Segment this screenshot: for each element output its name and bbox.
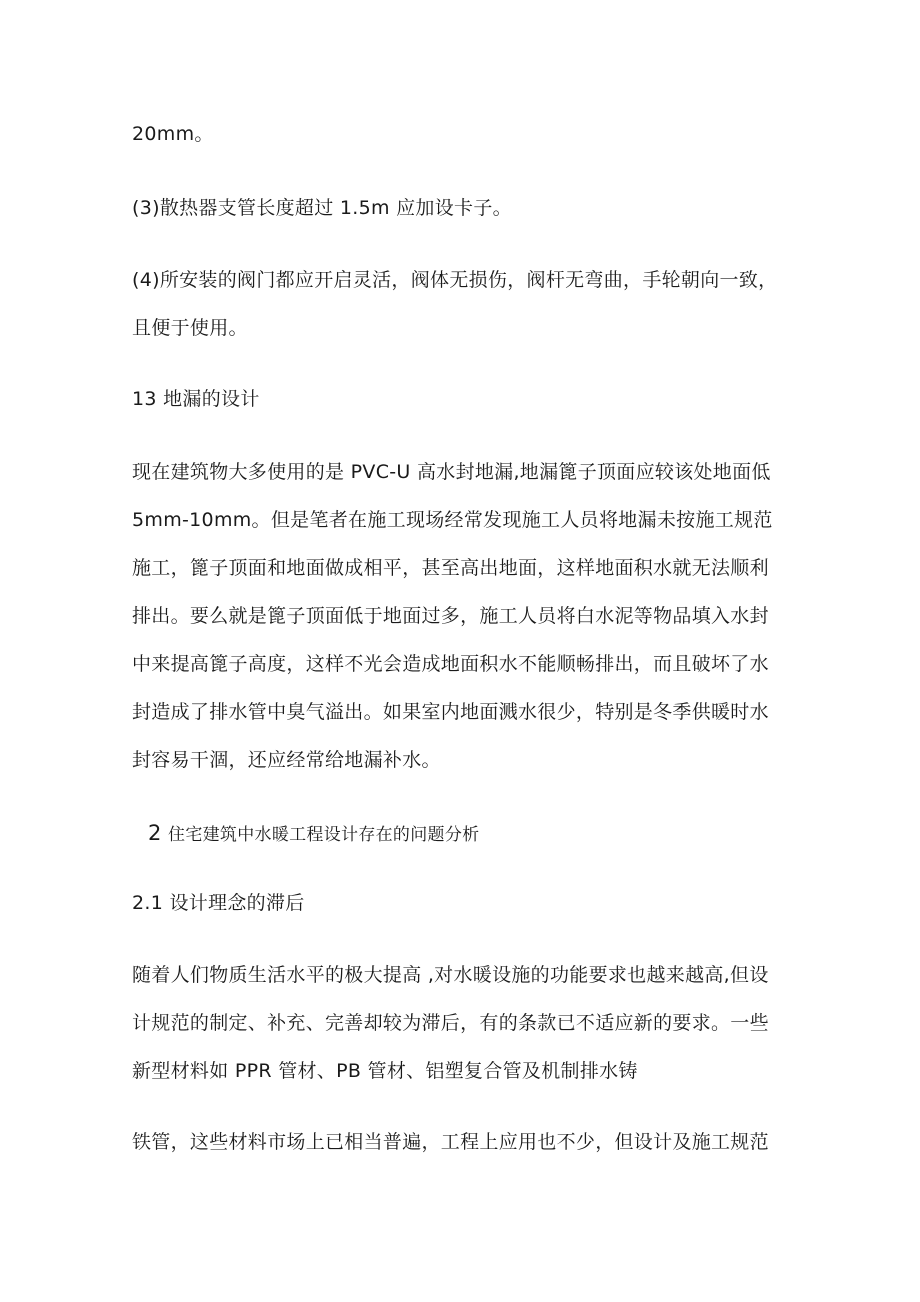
section-2-heading (148, 821, 828, 847)
paragraph-line: 20mm。 (132, 123, 214, 145)
paragraph-line: 施工，篦子顶面和地面做成相平，甚至高出地面，这样地面积水就无法顺利 (132, 557, 769, 579)
subsection-heading-2-1: 2.1 设计理念的滞后 (132, 892, 305, 914)
paragraph-line: 5mm-10mm。但是笔者在施工现场经常发现施工人员将地漏未按施工规范 (132, 509, 773, 531)
paragraph-line: 封造成了排水管中臭气溢出。如果室内地面溅水很少，特别是冬季供暖时水 (132, 701, 769, 723)
paragraph-line: 计规范的制定、补充、完善却较为滞后，有的条款已不适应新的要求。一些 (132, 1012, 769, 1034)
paragraph-line: 现在建筑物大多使用的是 PVC-U 高水封地漏,地漏篦子顶面应较该处地面低 (132, 461, 771, 483)
list-item-4-line-1: (4)所安装的阀门都应开启灵活，阀体无损伤，阀杆无弯曲，手轮朝向一致， (132, 269, 778, 291)
section-2-title: 住宅建筑中水暖工程设计存在的问题分析 (168, 825, 480, 845)
paragraph-line: 新型材料如 PPR 管材、PB 管材、铝塑复合管及机制排水铸 (132, 1060, 638, 1082)
paragraph-line: 中来提高篦子高度，这样不光会造成地面积水不能顺畅排出，而且破坏了水 (132, 653, 769, 675)
paragraph-line: 铁管，这些材料市场上已相当普遍，工程上应用也不少，但设计及施工规范 (132, 1131, 769, 1153)
paragraph-line: 排出。要么就是篦子顶面低于地面过多，施工人员将白水泥等物品填入水封 (132, 605, 769, 627)
section-2-number: 2 (148, 821, 162, 845)
paragraph-line: 随着人们物质生活水平的极大提高 ,对水暖设施的功能要求也越来越高,但设 (132, 964, 769, 986)
section-heading-floor-drain: 13 地漏的设计 (132, 388, 260, 410)
list-item-3: (3)散热器支管长度超过 1.5m 应加设卡子。 (132, 197, 512, 219)
list-item-4-line-2: 且便于使用。 (132, 317, 248, 339)
paragraph-line: 封容易干涸，还应经常给地漏补水。 (132, 749, 441, 771)
